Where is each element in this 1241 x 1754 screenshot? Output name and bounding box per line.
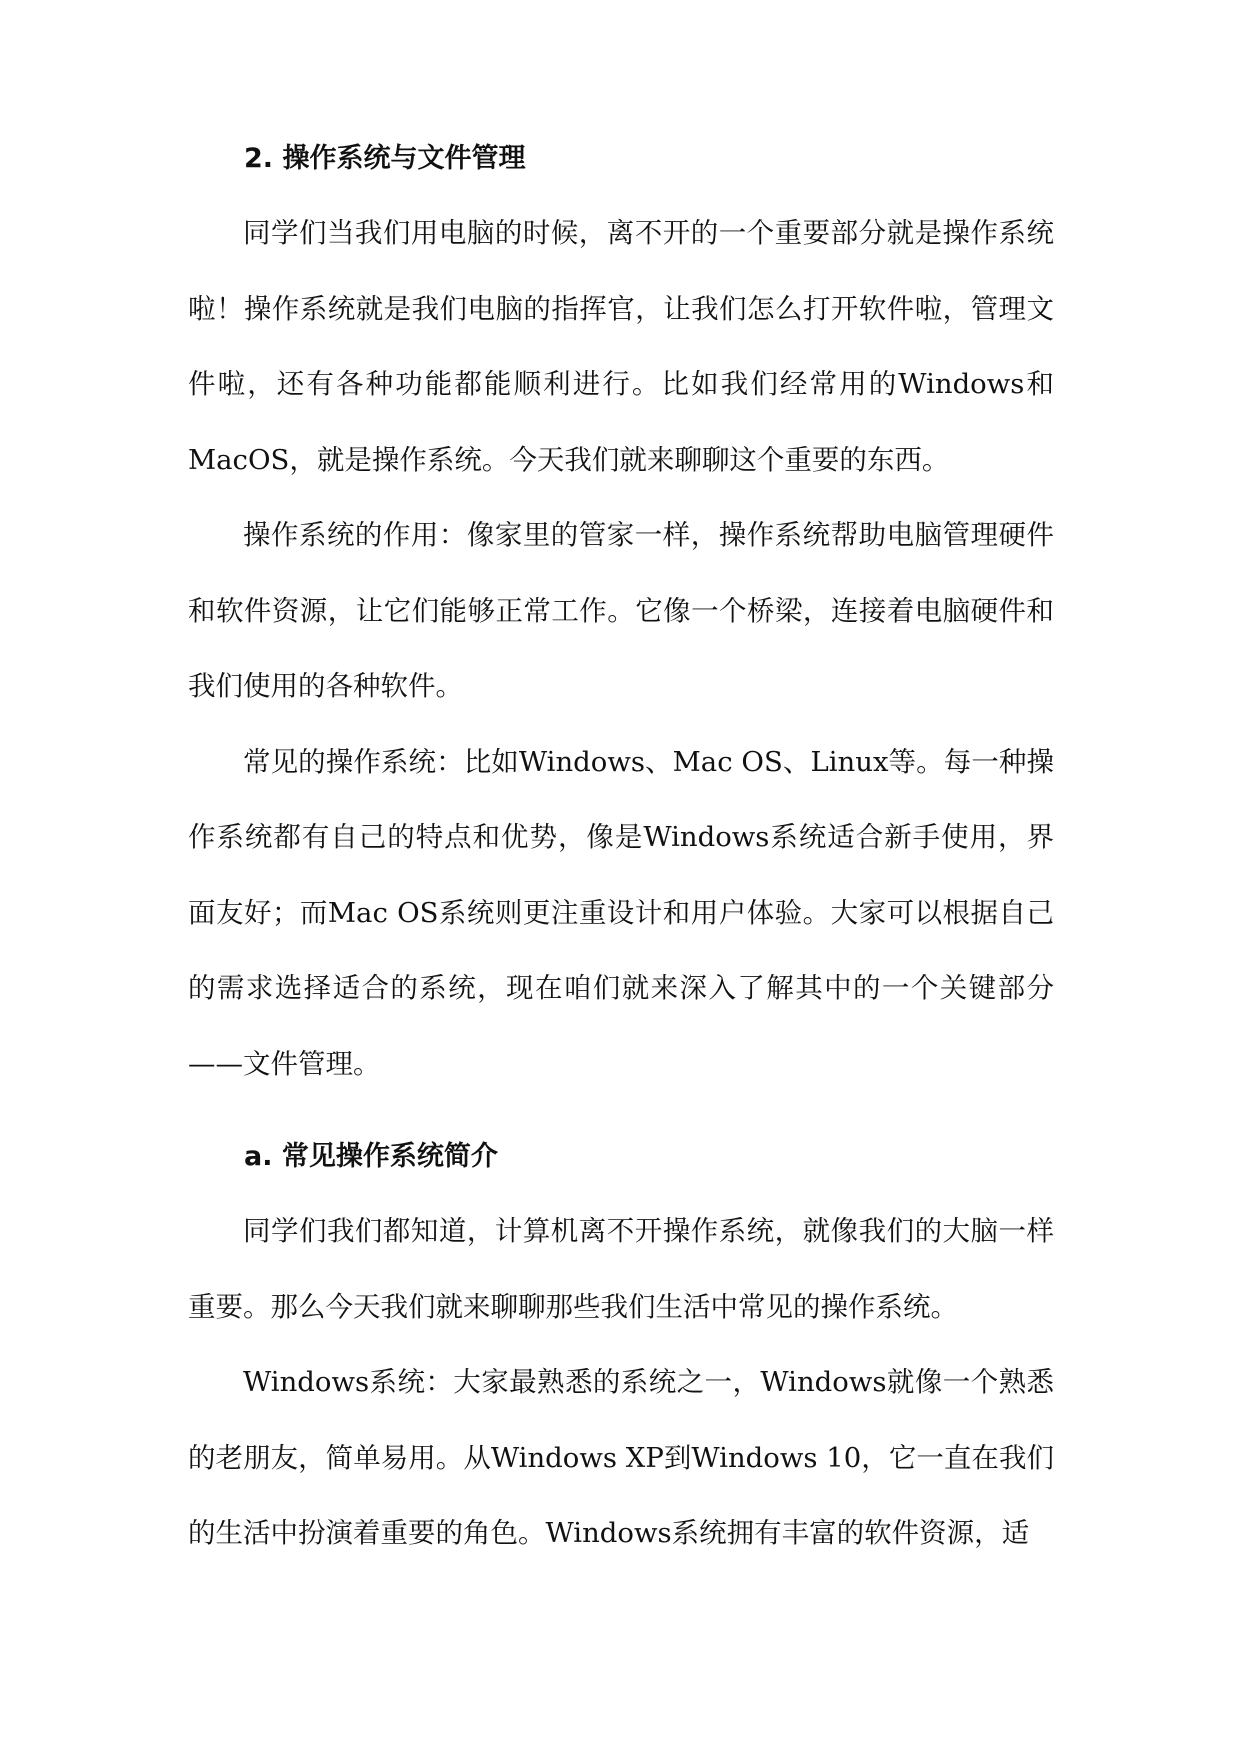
document-body — [188, 140, 1054, 1572]
subsection-heading: a. 常见操作系统简介 — [244, 1141, 498, 1172]
section-heading: 2. 操作系统与文件管理 — [244, 143, 526, 174]
os-role-paragraph: 操作系统的作用：像家里的管家一样，操作系统帮助电脑管理硬件和软件资源，让它们能够正常工作。它像一个桥梁，连接着电脑硬件和我们使用的各种软件。 — [188, 519, 1054, 702]
subsection-intro-paragraph: 同学们我们都知道，计算机离不开操作系统，就像我们的大脑一样重要。那么今天我们就来聊聊那些我们生活中常见的操作系统。 — [188, 1215, 1054, 1323]
windows-paragraph: Windows系统：大家最熟悉的系统之一，Windows就像一个熟悉的老朋友，简单易用。从Windows XP到Windows 10，它一直在我们的生活中扮演着重要的角色。Windows系统拥有丰富的软件资源，适 — [188, 1366, 1054, 1549]
intro-paragraph: 同学们当我们用电脑的时候，离不开的一个重要部分就是操作系统啦！操作系统就是我们电脑的指挥官，让我们怎么打开软件啦，管理文件啦，还有各种功能都能顺利进行。比如我们经常用的Windows和MacOS，就是操作系统。今天我们就来聊聊这个重要的东西。 — [188, 217, 1054, 476]
common-os-paragraph: 常见的操作系统：比如Windows、Mac OS、Linux等。每一种操作系统都有自己的特点和优势，像是Windows系统适合新手使用，界面友好；而Mac OS系统则更注重设计和用户体验。大家可以根据自己的需求选择适合的系统，现在咱们就来深入了解其中的一个关键部分——文件管理。 — [188, 745, 1054, 1080]
